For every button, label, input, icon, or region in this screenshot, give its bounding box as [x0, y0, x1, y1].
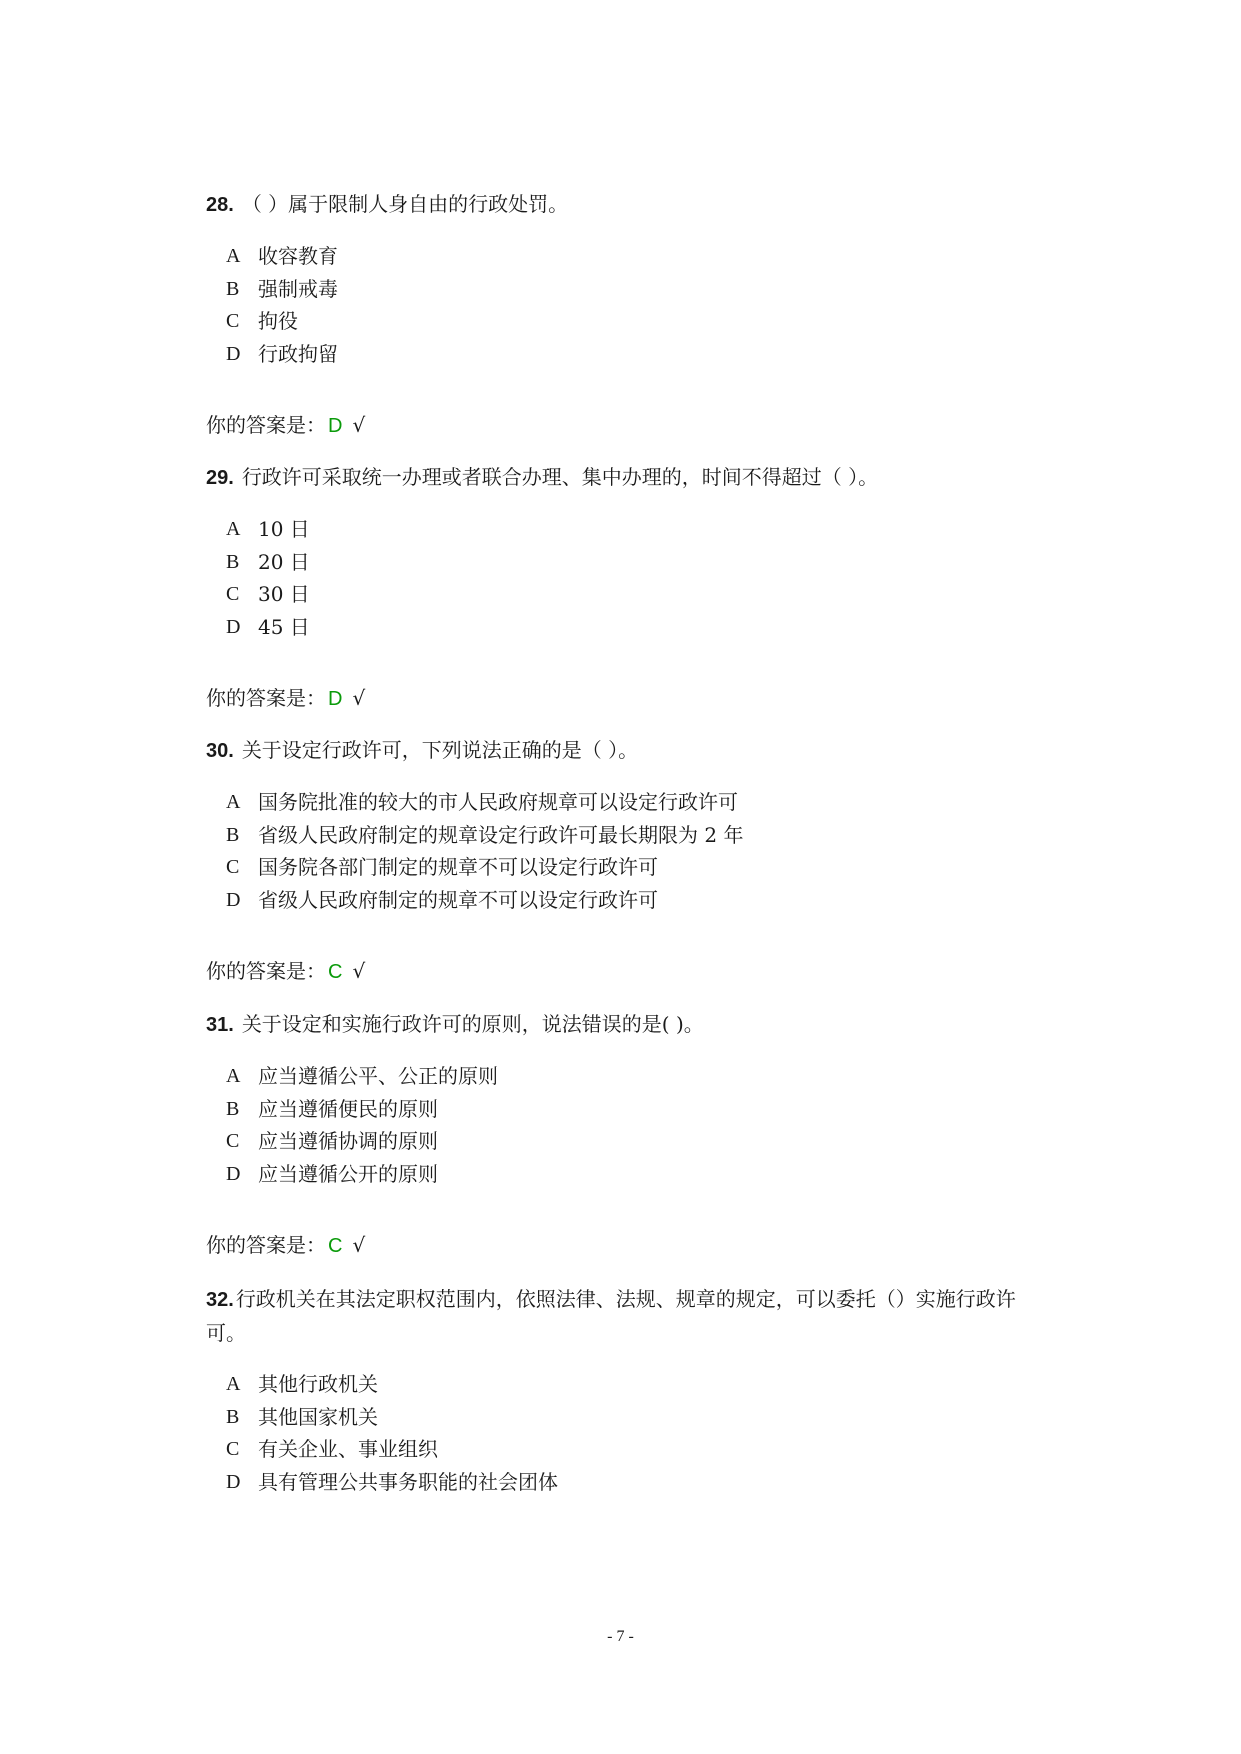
option-list: [226, 513, 1056, 643]
option-letter: A: [226, 1373, 241, 1395]
option-d: [226, 1466, 1054, 1499]
question-number: 32.: [206, 1289, 234, 1311]
option-text: 拘役: [258, 309, 298, 333]
option-a: [226, 1368, 1054, 1401]
question-text: 行政机关在其法定职权范围内，依照法律、法规、规章的规定，可以委托（）实施行政许可。: [206, 1287, 1016, 1345]
question-text: 行政许可采取统一办理或者联合办理、集中办理的，时间不得超过（ ）。: [241, 465, 879, 489]
option-b: [226, 1093, 1056, 1126]
question-30: [206, 734, 1056, 987]
answer-line: [206, 683, 1056, 714]
option-letter: C: [226, 1130, 240, 1152]
option-list: [226, 240, 1056, 370]
answer-line: [206, 1230, 1056, 1261]
option-c: [226, 578, 1056, 611]
option-text: 省级人民政府制定的规章设定行政许可最长期限为 2 年: [258, 822, 744, 847]
question-number: 29.: [206, 467, 234, 489]
option-b: [226, 1401, 1054, 1434]
question-title: [206, 734, 1056, 768]
option-letter: A: [226, 245, 241, 267]
question-title: [206, 1008, 1056, 1042]
option-text: 国务院各部门制定的规章不可以设定行政许可: [258, 855, 658, 879]
answer-label: 你的答案是：: [206, 413, 326, 437]
option-b: [226, 273, 1056, 306]
question-title: [206, 1283, 1054, 1350]
answer-value: C: [328, 1235, 343, 1257]
option-letter: C: [226, 310, 240, 332]
option-a: [226, 1060, 1056, 1093]
question-29: [206, 461, 1056, 714]
option-letter: D: [226, 342, 241, 365]
option-text: 应当遵循公开的原则: [258, 1161, 438, 1186]
option-letter: C: [226, 856, 240, 878]
question-31: [206, 1008, 1056, 1261]
option-a: [226, 786, 1056, 819]
option-a: [226, 240, 1056, 273]
option-letter: A: [226, 518, 241, 540]
option-letter: A: [226, 791, 241, 813]
option-text: 强制戒毒: [258, 276, 338, 301]
option-text: 国务院批准的较大的市人民政府规章可以设定行政许可: [258, 790, 738, 814]
option-letter: B: [226, 277, 240, 300]
option-letter: D: [226, 1470, 241, 1493]
check-mark: √: [352, 413, 366, 437]
option-c: [226, 305, 1056, 338]
option-c: [226, 851, 1056, 884]
option-d: [226, 611, 1056, 644]
question-number: 28.: [206, 194, 234, 216]
option-letter: C: [226, 1438, 240, 1460]
question-text: （ ）属于限制人身自由的行政处罚。: [241, 192, 569, 216]
option-d: [226, 884, 1056, 917]
answer-label: 你的答案是：: [206, 959, 326, 983]
answer-value: C: [328, 961, 343, 983]
option-text: 具有管理公共事务职能的社会团体: [258, 1469, 558, 1494]
answer-label: 你的答案是：: [206, 1233, 326, 1257]
page-number: - 7 -: [607, 1628, 634, 1645]
option-text: 20 日: [258, 549, 310, 574]
option-letter: A: [226, 1065, 241, 1087]
option-text: 10 日: [258, 517, 310, 541]
question-number: 30.: [206, 740, 234, 762]
question-text: 关于设定行政许可，下列说法正确的是（ ）。: [241, 738, 639, 762]
option-d: [226, 338, 1056, 371]
option-text: 省级人民政府制定的规章不可以设定行政许可: [258, 887, 658, 912]
option-d: [226, 1158, 1056, 1191]
option-letter: B: [226, 1405, 240, 1428]
answer-value: D: [328, 688, 343, 710]
option-text: 其他行政机关: [258, 1372, 378, 1396]
option-letter: D: [226, 615, 241, 638]
answer-line: [206, 410, 1056, 441]
option-text: 收容教育: [258, 244, 338, 268]
option-letter: C: [226, 583, 240, 605]
answer-line: [206, 956, 1056, 987]
option-letter: B: [226, 1097, 240, 1120]
option-text: 30 日: [258, 582, 310, 606]
option-list: [226, 1368, 1054, 1498]
option-text: 应当遵循便民的原则: [258, 1096, 438, 1121]
option-text: 行政拘留: [258, 341, 338, 366]
option-a: [226, 513, 1056, 546]
question-28: [206, 188, 1056, 441]
option-letter: B: [226, 823, 240, 846]
answer-value: D: [328, 415, 343, 437]
question-title: [206, 188, 1056, 222]
option-c: [226, 1125, 1056, 1158]
check-mark: √: [352, 1233, 366, 1257]
question-32: [206, 1283, 1054, 1498]
check-mark: √: [352, 959, 366, 983]
option-c: [226, 1433, 1054, 1466]
option-text: 有关企业、事业组织: [258, 1437, 438, 1461]
option-text: 其他国家机关: [258, 1404, 378, 1429]
question-title: [206, 461, 1056, 495]
answer-label: 你的答案是：: [206, 686, 326, 710]
question-text: 关于设定和实施行政许可的原则，说法错误的是( )。: [241, 1012, 704, 1036]
option-letter: B: [226, 550, 240, 573]
option-letter: D: [226, 888, 241, 911]
option-text: 45 日: [258, 614, 310, 639]
question-number: 31.: [206, 1014, 234, 1036]
option-letter: D: [226, 1162, 241, 1185]
option-text: 应当遵循协调的原则: [258, 1129, 438, 1153]
check-mark: √: [352, 686, 366, 710]
option-text: 应当遵循公平、公正的原则: [258, 1064, 498, 1088]
option-list: [226, 786, 1056, 916]
option-b: [226, 546, 1056, 579]
option-b: [226, 819, 1056, 852]
option-list: [226, 1060, 1056, 1190]
